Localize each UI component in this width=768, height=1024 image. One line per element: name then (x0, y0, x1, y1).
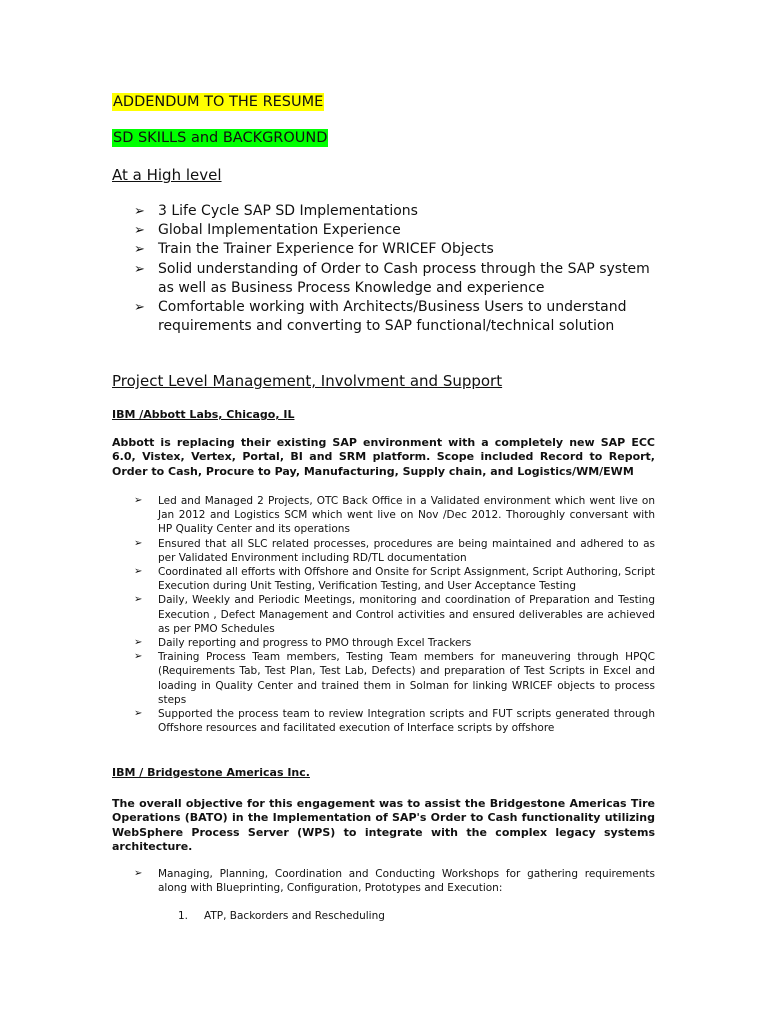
list-item: ➢ Ensured that all SLC related processes, procedures are being maintained and adhered to as per Validated Environment including RD/TL documentation (134, 537, 655, 564)
high-level-heading: At a High level (112, 166, 222, 184)
arrow-bullet-icon: ➢ (134, 495, 143, 506)
bridgestone-summary: The overall objective for this engagement was to assist the Bridgestone Americas Tire Operations (BATO) in the Implementation of SAP's Order to Cash functionality utilizing WebSphere Process Server (WPS) to integrate with the complex legacy systems architecture. (112, 797, 655, 853)
arrow-bullet-icon: ➢ (134, 261, 145, 277)
sd-skills-title: SD SKILLS and BACKGROUND (113, 130, 328, 146)
list-item: ➢ Coordinated all efforts with Offshore and Onsite for Script Assignment, Script Authoring, Script Execution during Unit Testing, Verification Testing, and User Acceptance Testing (134, 566, 655, 593)
abbott-duties-list (134, 494, 655, 735)
bridgestone-duties-list (134, 867, 655, 895)
arrow-bullet-icon: ➢ (134, 566, 143, 578)
project-section-heading: Project Level Management, Involvment and Support (112, 372, 503, 390)
list-item: ➢ Training Process Team members, Testing Team members for maneuvering through HPQC (Requirements Tab, Test Plan, Test Lab, Defects) and preparation of Test Scripts in Excel and loading in Quality Center and trained them in Solman for linking WRICEF objects to process steps (134, 651, 655, 706)
abbott-company-heading: IBM /Abbott Labs, Chicago, IL (112, 408, 295, 421)
list-item: ➢ Managing, Planning, Coordination and Conducting Workshops for gathering requirements along with Blueprinting, Configuration, Prototypes and Execution: (134, 868, 655, 895)
arrow-bullet-icon: ➢ (134, 300, 145, 316)
list-item: ➢ Solid understanding of Order to Cash process through the SAP system as well as Business Process Knowledge and experience (134, 260, 650, 296)
arrow-bullet-icon: ➢ (134, 708, 143, 720)
arrow-bullet-icon: ➢ (134, 242, 145, 258)
list-item: ➢ Comfortable working with Architects/Business Users to understand requirements and converting to SAP functional/technical solution (134, 299, 627, 335)
list-item: 1. ATP, Backorders and Rescheduling (178, 910, 385, 922)
list-item: ➢ 3 Life Cycle SAP SD Implementations (134, 202, 654, 221)
high-level-list (134, 202, 654, 336)
addendum-title: ADDENDUM TO THE RESUME (113, 94, 324, 110)
list-item: ➢ Train the Trainer Experience for WRICEF Objects (134, 240, 654, 259)
bridgestone-company-heading: IBM / Bridgestone Americas Inc. (112, 766, 310, 779)
arrow-bullet-icon: ➢ (134, 537, 143, 549)
list-item: ➢ Daily, Weekly and Periodic Meetings, monitoring and coordination of Preparation and Testing Execution , Defect Management and Control activities and ensured deliverables are achieved as per PMO Schedules (134, 594, 655, 635)
arrow-bullet-icon: ➢ (134, 204, 145, 219)
list-item: ➢ Led and Managed 2 Projects, OTC Back Office in a Validated environment which went live on Jan 2012 and Logistics SCM which went live on Nov /Dec 2012. Thoroughly conversant with HP Quality Center and its operations (134, 495, 655, 536)
arrow-bullet-icon: ➢ (134, 868, 143, 879)
list-item: ➢ Daily reporting and progress to PMO through Excel Trackers (134, 637, 472, 650)
arrow-bullet-icon: ➢ (134, 223, 145, 239)
arrow-bullet-icon: ➢ (134, 594, 143, 606)
abbott-summary: Abbott is replacing their existing SAP environment with a completely new SAP ECC 6.0, Vistex, Vertex, Portal, BI and SRM platform. Scope included Record to Report, Order to Cash, Procure to Pay, Manufacturing, Supply chain, and Logistics/WM/EWM (112, 436, 655, 478)
list-item: ➢ Supported the process team to review Integration scripts and FUT scripts generated through Offshore resources and facilitated execution of Interface scripts by offshore (134, 708, 655, 735)
list-item: ➢ Global Implementation Experience (134, 221, 654, 240)
bridgestone-numbered-list (178, 910, 385, 922)
arrow-bullet-icon: ➢ (134, 651, 143, 663)
arrow-bullet-icon: ➢ (134, 637, 143, 649)
